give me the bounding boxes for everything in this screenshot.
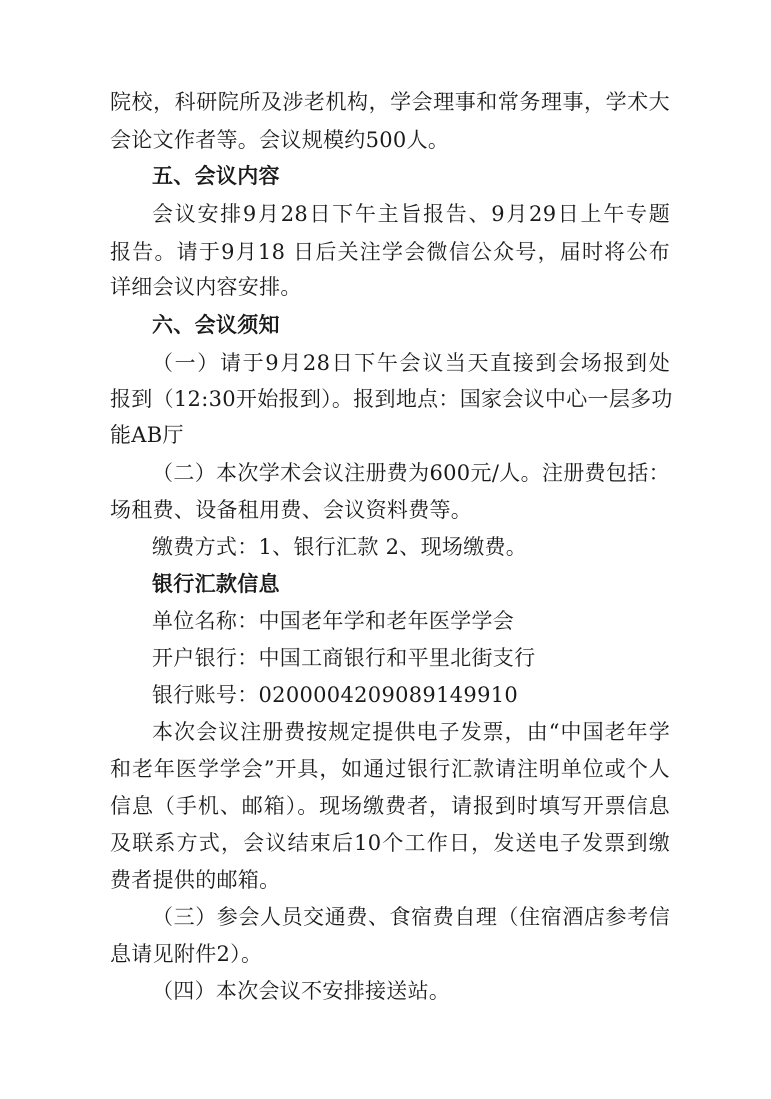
text-line: 能AB厅 xyxy=(110,423,184,447)
text-line: 缴费方式：1、银行汇款 2、现场缴费。 xyxy=(152,535,528,559)
text-line: 会议安排9月28日下午主旨报告、9月29日上午专题 xyxy=(152,202,670,226)
section-heading-6: 六、会议须知 xyxy=(152,313,280,337)
text-line: （三）参会人员交通费、食宿费自理（住宿酒店参考信 xyxy=(152,905,670,929)
text-line: 报到（12:30开始报到）。报到地点：国家会议中心一层多功 xyxy=(110,387,673,411)
text-line: 会论文作者等。会议规模约500人。 xyxy=(110,128,450,152)
bank-info-heading: 银行汇款信息 xyxy=(152,572,280,596)
text-line: 和老年医学学会”开具，如通过银行汇款请注明单位或个人 xyxy=(110,757,670,781)
text-line: 详细会议内容安排。 xyxy=(110,275,302,299)
text-line: （一）请于9月28日下午会议当天直接到会场报到处 xyxy=(152,351,670,375)
text-line: 开户银行：中国工商银行和平里北街支行 xyxy=(152,646,536,670)
text-line: 院校，科研院所及涉老机构，学会理事和常务理事，学术大 xyxy=(110,90,670,114)
text-line: 银行账号：0200004209089149910 xyxy=(152,683,519,707)
text-line: 本次会议注册费按规定提供电子发票，由“中国老年学 xyxy=(152,720,670,744)
section-heading-5: 五、会议内容 xyxy=(152,164,280,188)
text-line: 报告。请于9月18 日后关注学会微信公众号，届时将公布 xyxy=(110,240,670,264)
text-line: 及联系方式，会议结束后10个工作日，发送电子发票到缴 xyxy=(110,831,670,855)
text-line: 场租费、设备租用费、会议资料费等。 xyxy=(110,498,473,522)
text-line: （四）本次会议不安排接送站。 xyxy=(152,979,451,1003)
text-line: 费者提供的邮箱。 xyxy=(110,868,281,892)
text-line: 信息（手机、邮箱）。现场缴费者，请报到时填写开票信息 xyxy=(110,794,670,818)
text-line: 单位名称：中国老年学和老年医学学会 xyxy=(152,609,515,633)
text-line: 息请见附件2）。 xyxy=(110,942,263,966)
text-line: （二）本次学术会议注册费为600元/人。注册费包括： xyxy=(152,461,670,485)
